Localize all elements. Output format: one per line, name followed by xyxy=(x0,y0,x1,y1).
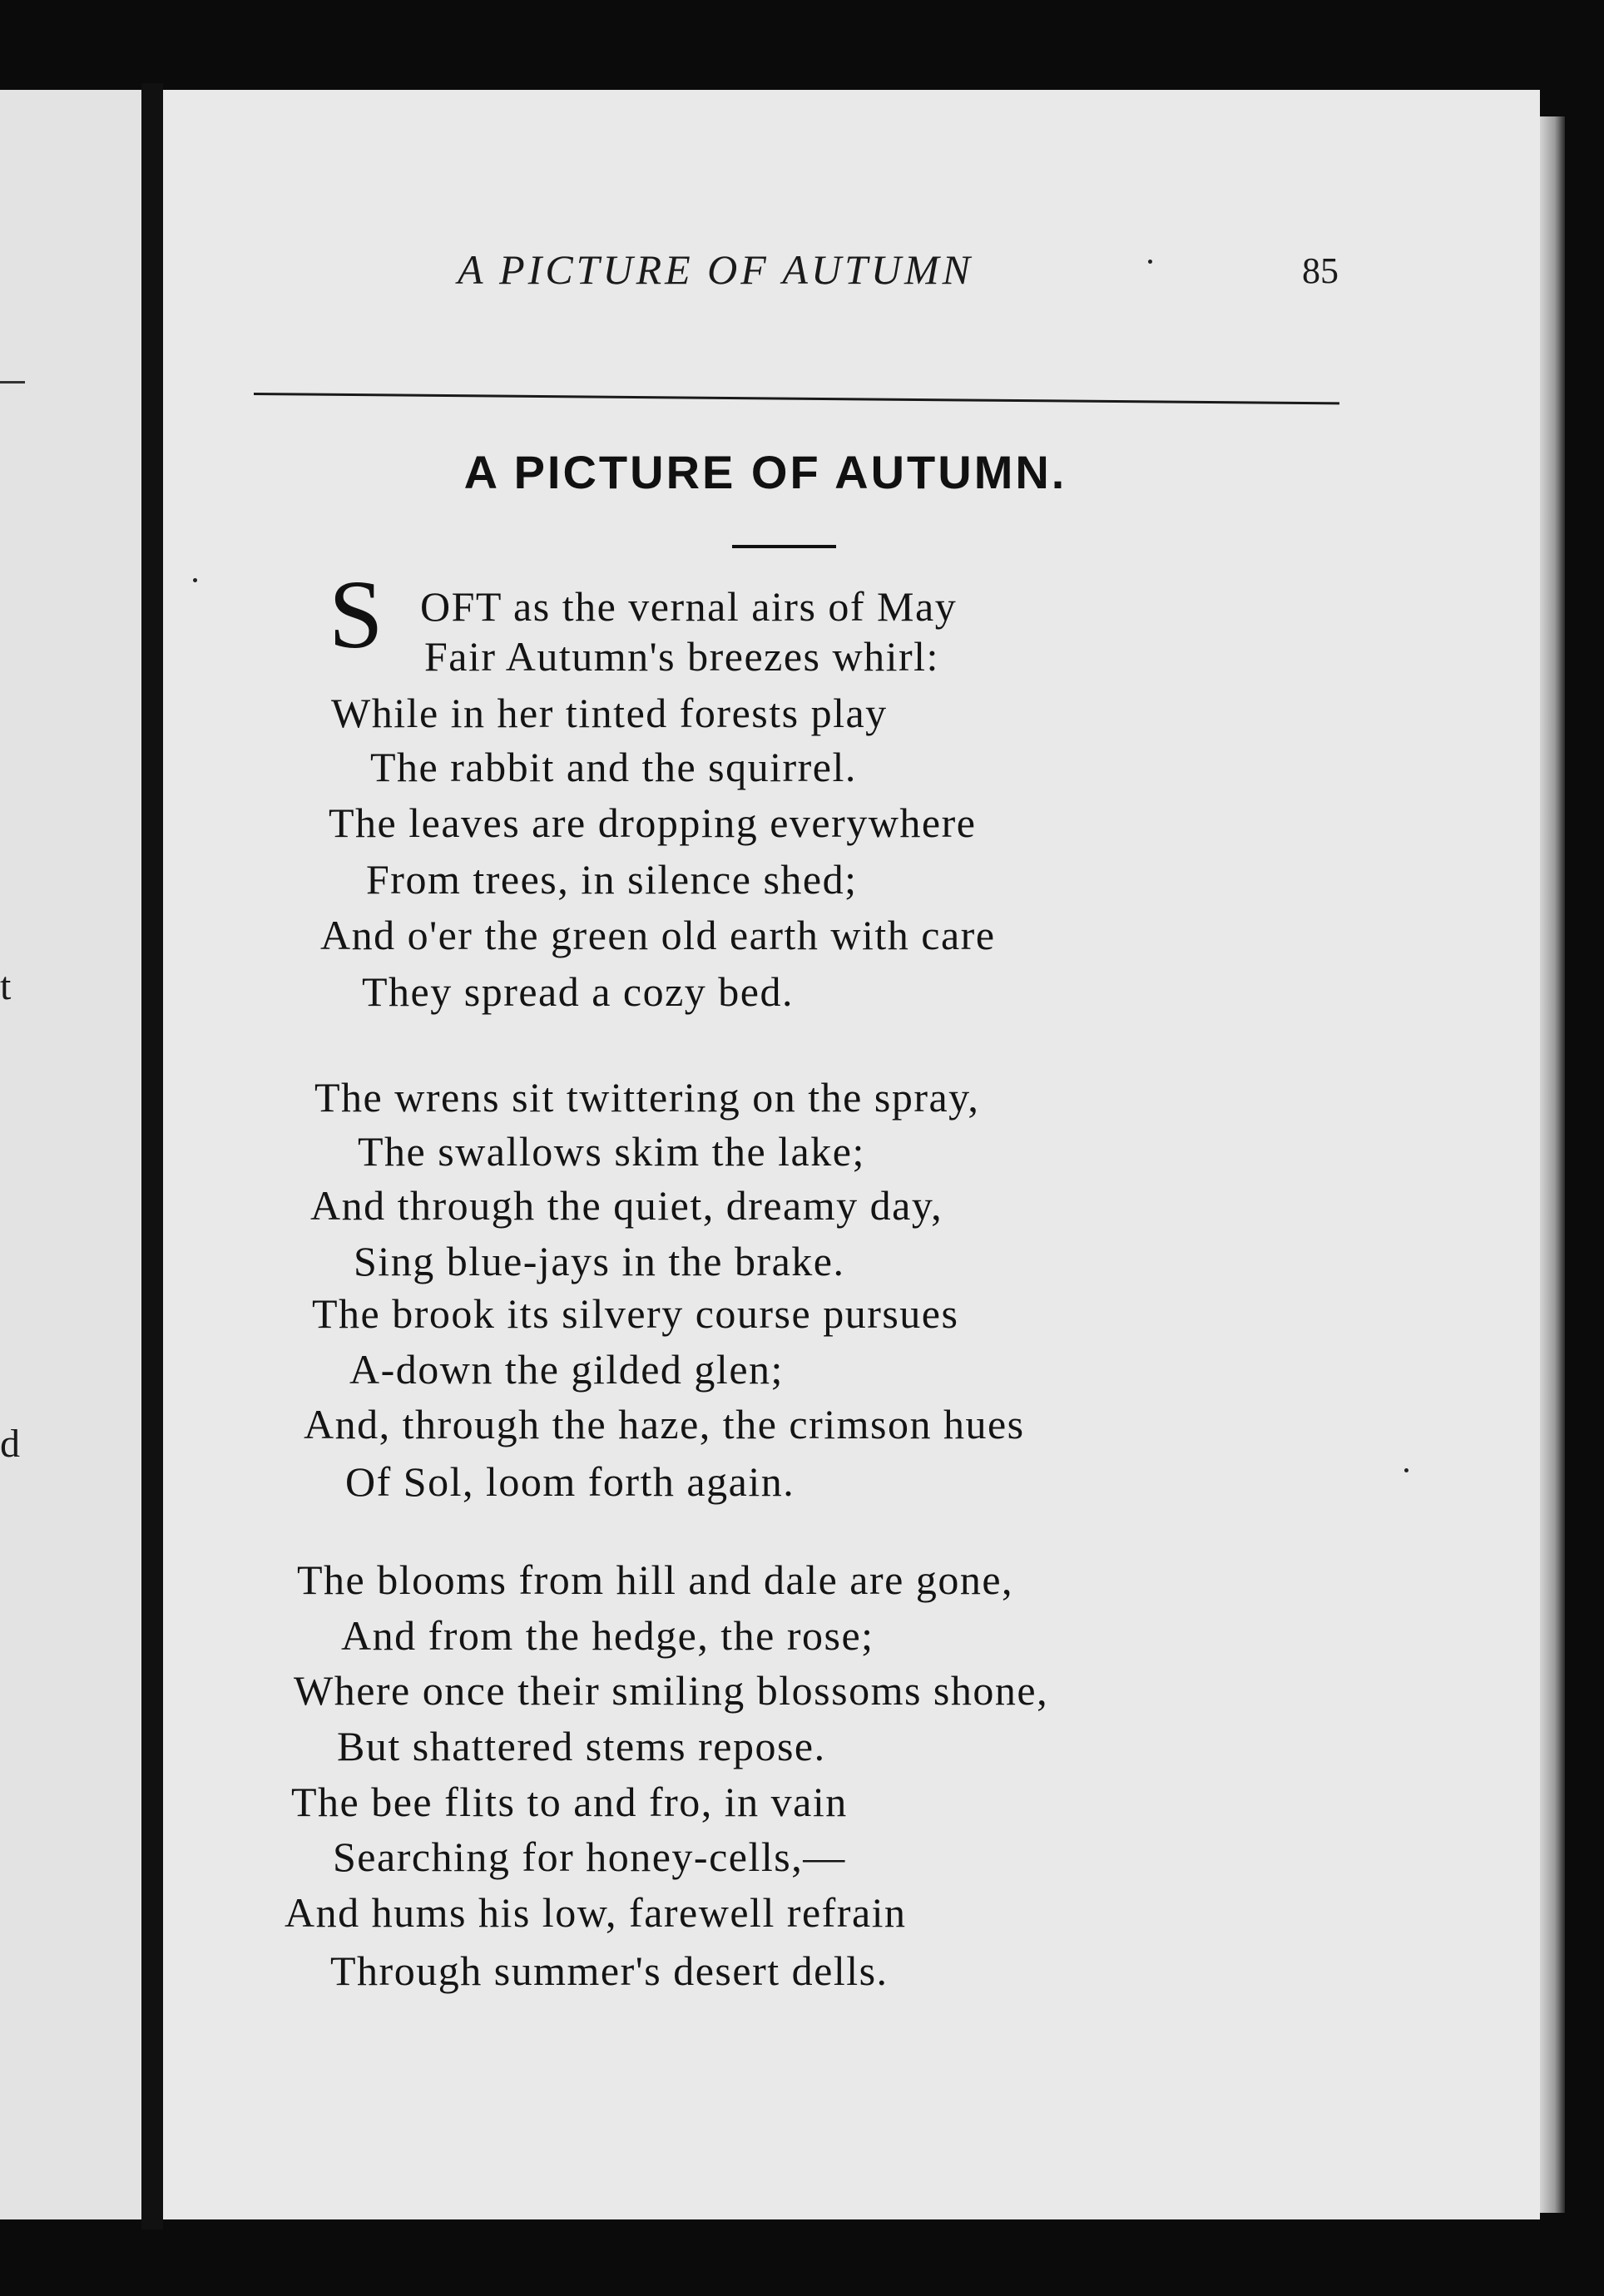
poem-line: Searching for honey-cells,— xyxy=(333,1833,846,1880)
poem-line: The bee flits to and fro, in vain xyxy=(291,1779,848,1825)
poem-line: Where once their smiling blossoms shone, xyxy=(294,1667,1049,1714)
poem-line: Fair Autumn's breezes whirl: xyxy=(424,633,939,680)
poem-line: The blooms from hill and dale are gone, xyxy=(297,1556,1014,1603)
poem-line: The rabbit and the squirrel. xyxy=(370,744,857,790)
poem-line: From trees, in silence shed; xyxy=(366,856,858,903)
poem-line: And, through the haze, the crimson hues xyxy=(304,1401,1025,1447)
poem-line: The brook its silvery course pursues xyxy=(312,1290,959,1337)
drop-cap: S xyxy=(329,560,384,669)
poem-line: And through the quiet, dreamy day, xyxy=(310,1182,943,1229)
page-number: 85 xyxy=(1302,250,1339,291)
poem-title: A PICTURE OF AUTUMN. xyxy=(463,446,1067,498)
poem-line: A-down the gilded glen; xyxy=(349,1346,784,1393)
poem-line: And o'er the green old earth with care xyxy=(320,912,996,958)
poem-line: The leaves are dropping everywhere xyxy=(329,799,977,846)
poem-line: But shattered stems repose. xyxy=(337,1723,826,1769)
left-page-fragment: d xyxy=(0,1422,20,1466)
running-head: A PICTURE OF AUTUMN xyxy=(458,246,973,293)
poem-line: And from the hedge, the rose; xyxy=(341,1612,874,1659)
poem-line: The wrens sit twittering on the spray, xyxy=(314,1074,980,1121)
left-page-fragment: t xyxy=(0,964,12,1008)
poem-line: Sing blue-jays in the brake. xyxy=(354,1238,845,1284)
poem-line: The swallows skim the lake; xyxy=(358,1128,865,1175)
poem-line: Of Sol, loom forth again. xyxy=(345,1458,795,1505)
poem-line: They spread a cozy bed. xyxy=(362,968,794,1015)
poem-line: Through summer's desert dells. xyxy=(330,1947,889,1994)
poem-line: OFT as the vernal airs of May xyxy=(420,583,958,630)
poem-line: And hums his low, farewell refrain xyxy=(285,1889,907,1936)
poem-line: While in her tinted forests play xyxy=(331,690,888,736)
